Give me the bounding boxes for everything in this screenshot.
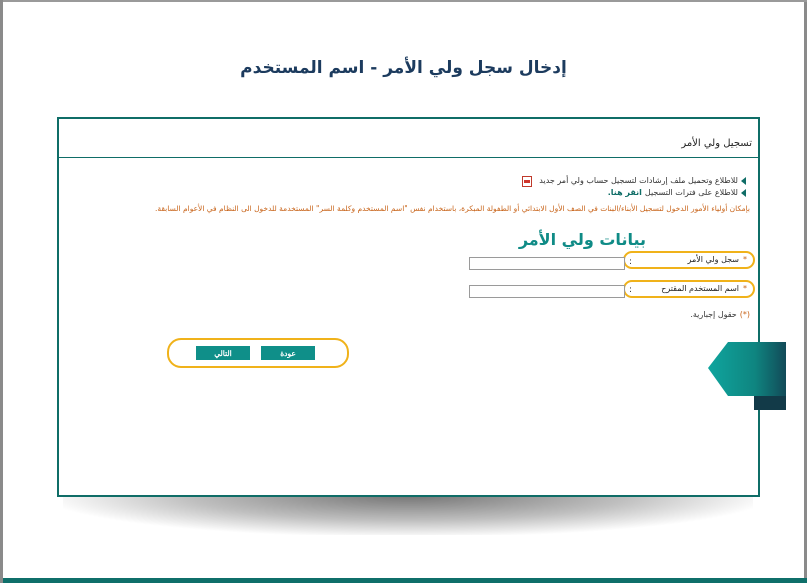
frame-header bbox=[59, 119, 758, 158]
suggested-username-label bbox=[623, 280, 755, 298]
bullet-arrow-icon bbox=[741, 189, 746, 197]
suggested-username-label-text: اسم المستخدم المقترح bbox=[661, 284, 739, 293]
next-button[interactable]: التالي bbox=[196, 346, 250, 360]
bullet-arrow-icon bbox=[741, 177, 746, 185]
colon: : bbox=[629, 257, 633, 267]
page-title: إدخال سجل ولي الأمر - اسم المستخدم bbox=[240, 58, 567, 78]
guide-link[interactable]: للاطلاع وتحميل ملف إرشادات لتسجيل حساب ولي أمر جديد bbox=[539, 176, 738, 185]
guide-link-row[interactable] bbox=[522, 175, 746, 187]
section-title: بيانات ولي الأمر bbox=[518, 230, 646, 249]
back-button[interactable]: عودة bbox=[261, 346, 315, 360]
periods-link[interactable]: انقر هنا. bbox=[607, 188, 642, 197]
frame-shadow bbox=[63, 495, 753, 535]
bottom-border bbox=[3, 578, 807, 583]
colon: : bbox=[629, 285, 633, 295]
guardian-record-input[interactable] bbox=[469, 257, 625, 270]
frame-header-title: تسجيل ولي الأمر bbox=[681, 138, 752, 149]
registration-frame bbox=[57, 117, 760, 497]
top-border bbox=[3, 0, 807, 2]
required-note-mark: (*) bbox=[739, 310, 750, 319]
buttons-highlight bbox=[167, 338, 349, 368]
periods-text: للاطلاع على فترات التسجيل bbox=[644, 188, 738, 197]
info-links bbox=[522, 175, 746, 199]
required-mark: * bbox=[743, 255, 747, 264]
guardian-record-label bbox=[623, 251, 755, 269]
side-arrow-tab-icon bbox=[708, 340, 788, 410]
pdf-icon[interactable] bbox=[522, 176, 532, 187]
periods-link-row bbox=[522, 187, 746, 199]
required-mark: * bbox=[743, 284, 747, 293]
required-fields-note bbox=[690, 310, 750, 319]
required-note-text: حقول إجبارية. bbox=[690, 310, 737, 319]
suggested-username-input[interactable] bbox=[469, 285, 625, 298]
guardian-record-label-text: سجل ولي الأمر bbox=[687, 255, 739, 264]
notice-text: بإمكان أولياء الأمور الدخول لتسجيل الأبناء/البنات في الصف الأول الابتدائي أو الطفولة المبكرة، باستخدام نفس "اسم المستخدم وكلمة السر" المستخدمة للدخول الى النظام في الأعوام السابقة. bbox=[154, 204, 750, 213]
